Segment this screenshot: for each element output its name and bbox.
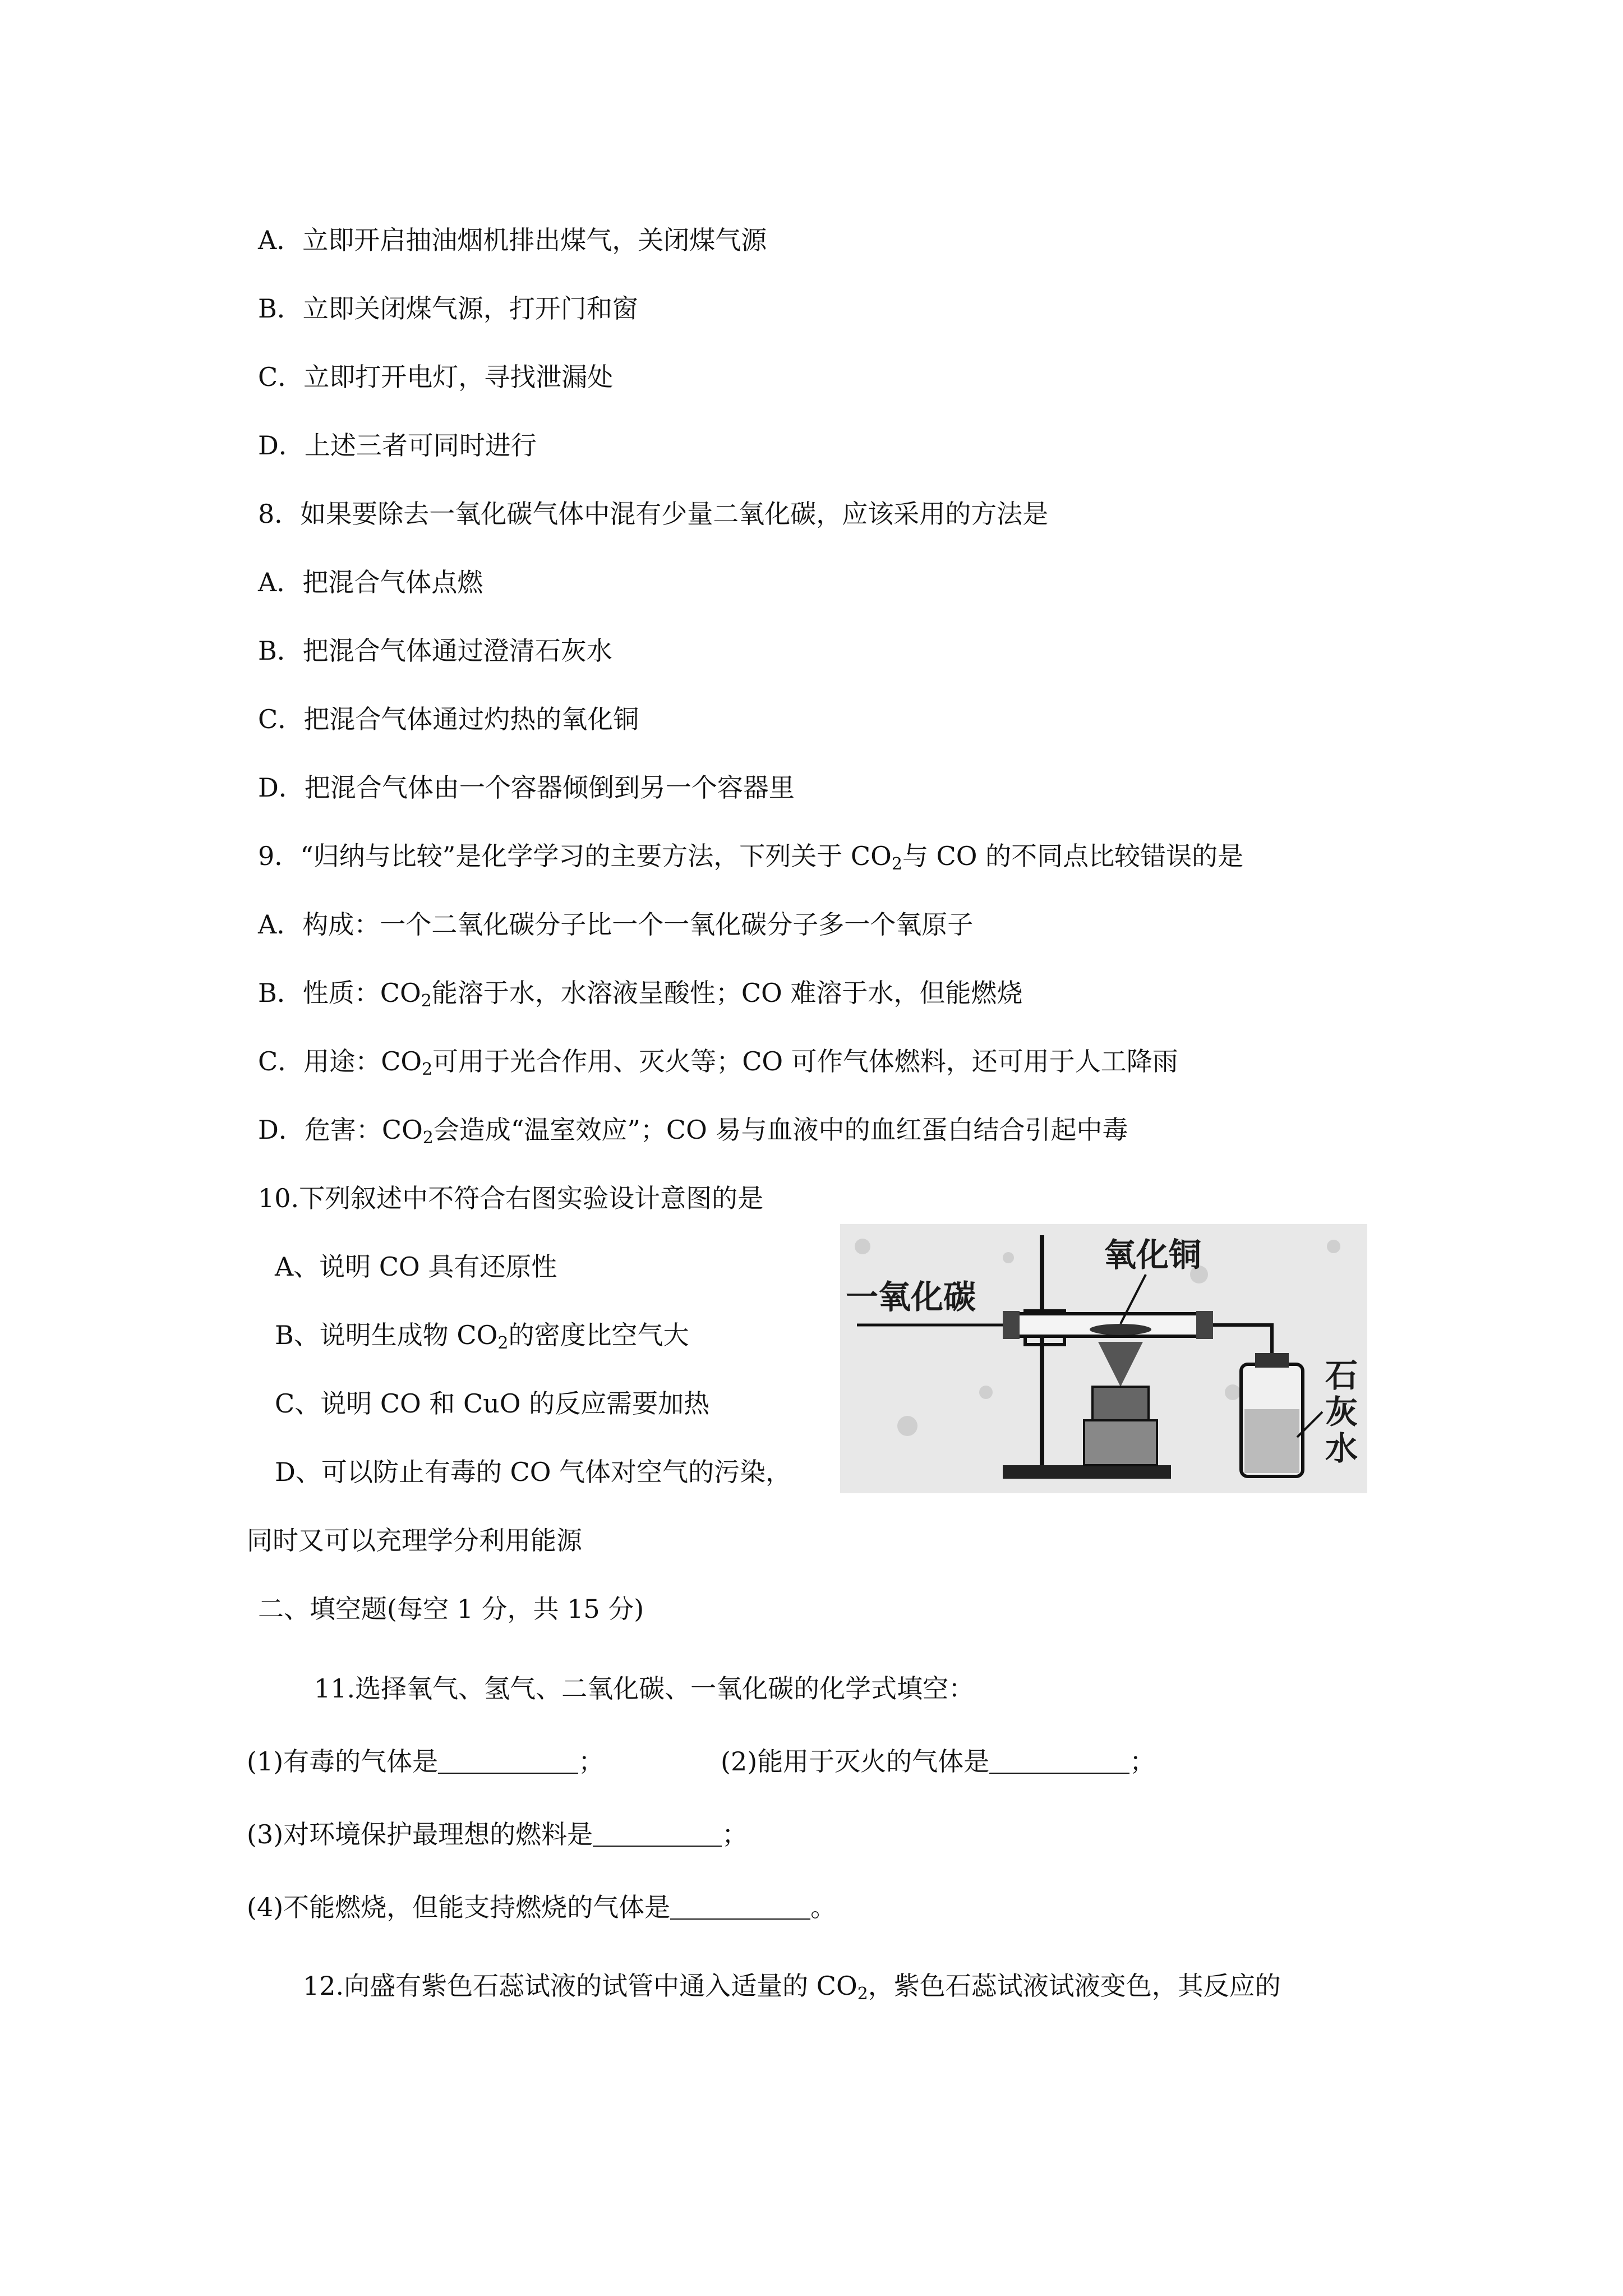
answer-blank-4[interactable]: [670, 1894, 810, 1920]
q10-option-b: [275, 1318, 689, 1352]
q9-option-a: A．构成：一个二氧化碳分子比一个一氧化碳分子多一个氧原子: [258, 909, 974, 940]
q10-option-a: A、说明 CO 具有还原性: [275, 1251, 557, 1282]
q10-option-d-continuation: 同时又可以充理学分利用能源: [247, 1525, 582, 1556]
subscript: 2: [421, 991, 432, 1011]
q11-stem: 11.选择氧气、氢气、二氧化碳、一氧化碳的化学式填空：: [314, 1673, 975, 1704]
q9-option-b-pre: B．性质：CO: [258, 978, 421, 1008]
section2-heading: 二、填空题(每空 1 分，共 15 分): [258, 1594, 644, 1624]
q10-option-b-post: 的密度比空气大: [508, 1320, 689, 1350]
tube-stopper-left: [1003, 1311, 1020, 1339]
q11-part-1: [247, 1745, 604, 1778]
limewater: [1244, 1409, 1299, 1473]
q10-option-d: D、可以防止有毒的 CO 气体对空气的污染，: [275, 1457, 792, 1487]
label-lime-3: 水: [1325, 1429, 1358, 1467]
q11-p1-text: (1)有毒的气体是: [247, 1746, 439, 1777]
subscript: 2: [497, 1333, 509, 1353]
q9-option-d-post: 会造成“温室效应”；CO 易与血液中的血红蛋白结合引起中毒: [433, 1115, 1128, 1145]
q11-p2-end: ；: [1129, 1746, 1156, 1777]
subscript: 2: [422, 1060, 433, 1079]
subscript: 2: [857, 1984, 868, 2004]
q11-p1-end: ；: [578, 1746, 605, 1777]
q9-option-b: [258, 976, 1022, 1010]
q11-p4-end: 。: [810, 1892, 837, 1922]
subscript: 2: [422, 1128, 434, 1148]
label-co: 一氧化碳: [846, 1278, 976, 1316]
q11-part-3: [247, 1818, 748, 1851]
flame: [1098, 1342, 1143, 1387]
answer-blank-1[interactable]: [438, 1748, 578, 1774]
q9-option-c-pre: C．用途：CO: [258, 1046, 422, 1076]
q8-option-c: C．把混合气体通过灼热的氧化铜: [258, 704, 639, 734]
q9-stem: [258, 839, 1243, 873]
q9-stem-pre: 9．“归纳与比较”是化学学习的主要方法，下列关于 CO: [258, 841, 892, 871]
co-reduction-apparatus-figure: [840, 1224, 1367, 1493]
q11-p3-text: (3)对环境保护最理想的燃料是: [247, 1819, 593, 1849]
q11-p3-end: ；: [722, 1819, 748, 1849]
q10-option-b-pre: B、说明生成物 CO: [275, 1320, 498, 1350]
label-cuo: 氧化铜: [1104, 1236, 1202, 1274]
q9-option-b-post: 能溶于水，水溶液呈酸性；CO 难溶于水，但能燃烧: [431, 978, 1023, 1008]
q11-p4-text: (4)不能燃烧，但能支持燃烧的气体是: [247, 1892, 671, 1922]
q8-stem: 8．如果要除去一氧化碳气体中混有少量二氧化碳，应该采用的方法是: [258, 499, 1049, 529]
stand-base: [1003, 1465, 1171, 1479]
q9-option-c-post: 可用于光合作用、灭火等；CO 可作气体燃料，还可用于人工降雨: [432, 1046, 1178, 1076]
q7-option-b: B．立即关闭煤气源，打开门和窗: [258, 293, 638, 324]
q8-option-d: D．把混合气体由一个容器倾倒到另一个容器里: [258, 772, 795, 803]
q7-option-d: D．上述三者可同时进行: [258, 430, 537, 461]
q12-stem-pre: 12.向盛有紫色石蕊试液的试管中通入适量的 CO: [303, 1971, 857, 2001]
label-lime-2: 灰: [1325, 1393, 1358, 1431]
subscript: 2: [891, 854, 902, 874]
q10-option-c: C、说明 CO 和 CuO 的反应需要加热: [275, 1388, 710, 1419]
q7-option-c: C．立即打开电灯，寻找泄漏处: [258, 362, 614, 392]
q9-stem-post: 与 CO 的不同点比较错误的是: [902, 841, 1244, 871]
q10-stem: 10.下列叙述中不符合右图实验设计意图的是: [258, 1183, 764, 1213]
q11-part-2: [721, 1745, 1155, 1778]
q9-option-c: [258, 1045, 1178, 1078]
alcohol-lamp: [1092, 1387, 1149, 1420]
label-lime-1: 石: [1325, 1356, 1358, 1395]
tube-stopper-right: [1196, 1311, 1213, 1339]
q9-option-d: [258, 1113, 1128, 1147]
q12-stem-post: ，紫色石蕊试液试液变色，其反应的: [868, 1971, 1281, 2001]
q12-stem: [303, 1969, 1281, 2003]
q11-p2-text: (2)能用于灭火的气体是: [721, 1746, 990, 1777]
answer-blank-2[interactable]: [989, 1748, 1129, 1774]
q9-option-d-pre: D．危害：CO: [258, 1115, 423, 1145]
lamp-block: [1084, 1420, 1157, 1465]
answer-blank-3[interactable]: [593, 1821, 722, 1847]
q8-option-b: B．把混合气体通过澄清石灰水: [258, 636, 612, 666]
bottle-stopper: [1255, 1353, 1289, 1368]
q8-option-a: A．把混合气体点燃: [258, 567, 483, 597]
q11-part-4: [247, 1890, 836, 1924]
copper-oxide-sample: [1090, 1324, 1151, 1335]
q7-option-a: A．立即开启抽油烟机排出煤气，关闭煤气源: [258, 225, 767, 255]
apparatus-drawing: [840, 1224, 1367, 1493]
